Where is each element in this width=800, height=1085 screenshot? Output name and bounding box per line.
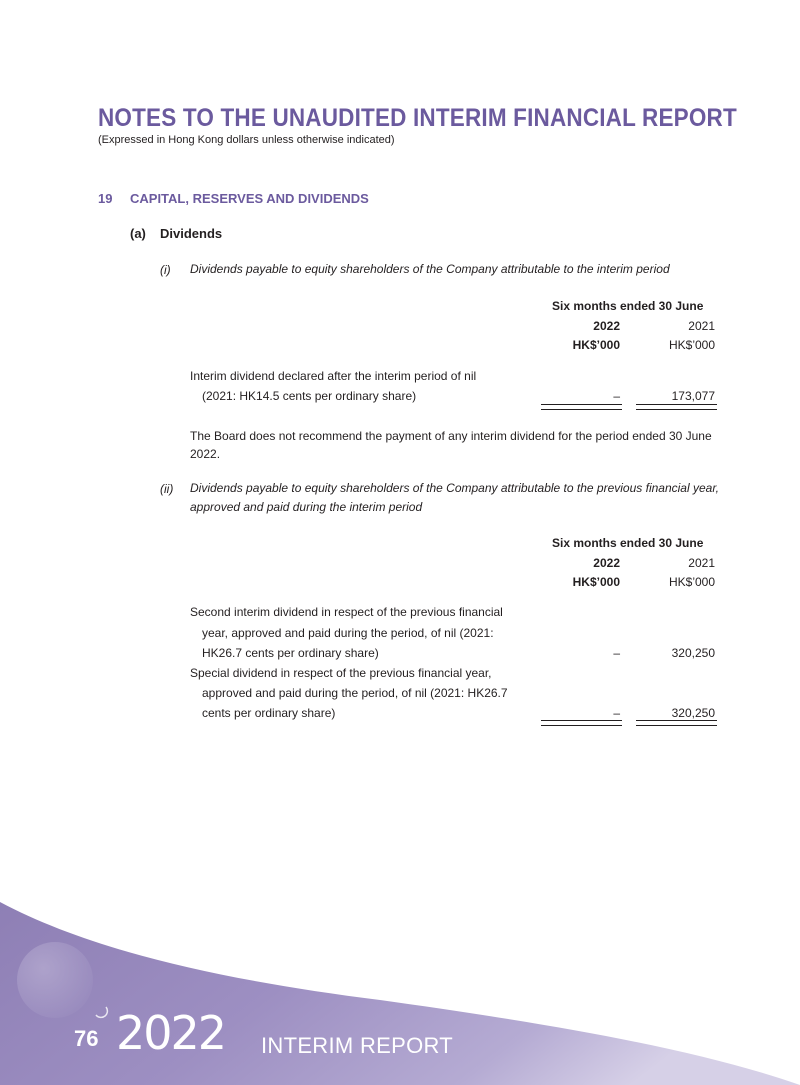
table-ii-row2-2021: 320,250	[671, 706, 715, 720]
item-i-heading: Dividends payable to equity shareholders of the Company attributable to the interim period	[190, 262, 670, 276]
table-ii-col-2021: 2021	[688, 556, 715, 570]
table-ii-unit-2022: HK$’000	[572, 575, 620, 589]
item-ii-label: (ii)	[160, 482, 174, 496]
table-ii-row2-2022: –	[613, 706, 620, 720]
table-i-total-line-2022	[541, 404, 622, 410]
table-i-col-2022: 2022	[593, 319, 620, 333]
table-i-row-label-line1: Interim dividend declared after the interim period of nil	[190, 369, 477, 383]
board-note: The Board does not recommend the payment of any interim dividend for the period ended 30 June 2022.	[190, 429, 712, 461]
subsection-title: Dividends	[160, 226, 223, 241]
table-ii-total-line-2022	[541, 720, 622, 726]
item-ii-heading-line2: approved and paid during the interim period	[190, 500, 423, 514]
table-ii-row1-2022: –	[613, 646, 620, 660]
table-ii-total-line-2021	[636, 720, 717, 726]
subsection-label: (a)	[130, 226, 146, 241]
table-i-row-2021: 173,077	[671, 389, 715, 403]
section-title: CAPITAL, RESERVES AND DIVIDENDS	[130, 191, 369, 206]
table-ii-row1-line2: year, approved and paid during the period, of nil (2021:	[202, 626, 494, 640]
table-i-row-2022: –	[613, 389, 620, 403]
table-ii-row1-2021: 320,250	[671, 646, 715, 660]
page-subtitle: (Expressed in Hong Kong dollars unless otherwise indicated)	[98, 134, 395, 146]
table-ii-row2-line3: cents per ordinary share)	[202, 706, 336, 720]
table-ii-col-2022: 2022	[593, 556, 620, 570]
table-ii-row2-line2: approved and paid during the period, of nil (2021: HK26.7	[202, 686, 508, 700]
item-i-label: (i)	[160, 263, 171, 277]
table-ii-period-header: Six months ended 30 June	[552, 536, 704, 550]
table-i-total-line-2021	[636, 404, 717, 410]
table-ii-row1-line3: HK26.7 cents per ordinary share)	[202, 646, 379, 660]
table-i-unit-2022: HK$’000	[572, 338, 620, 352]
table-ii-row1-line1: Second interim dividend in respect of the previous financial	[190, 605, 503, 619]
section-number: 19	[98, 191, 113, 206]
page-number: 76	[74, 1026, 99, 1051]
table-ii-unit-2021: HK$’000	[668, 575, 715, 589]
table-ii-row2-line1: Special dividend in respect of the previous financial year,	[190, 666, 492, 680]
report-label: INTERIM REPORT	[261, 1033, 454, 1058]
item-ii-heading-line1: Dividends payable to equity shareholders of the Company attributable to the previous financial year,	[190, 481, 719, 495]
report-year: 2022	[116, 1006, 226, 1060]
page-title: NOTES TO THE UNAUDITED INTERIM FINANCIAL REPORT	[98, 104, 737, 132]
table-i-unit-2021: HK$’000	[668, 338, 715, 352]
table-i-period-header: Six months ended 30 June	[552, 299, 704, 313]
table-i-col-2021: 2021	[688, 319, 715, 333]
table-i-row-label-line2: (2021: HK14.5 cents per ordinary share)	[202, 389, 417, 403]
